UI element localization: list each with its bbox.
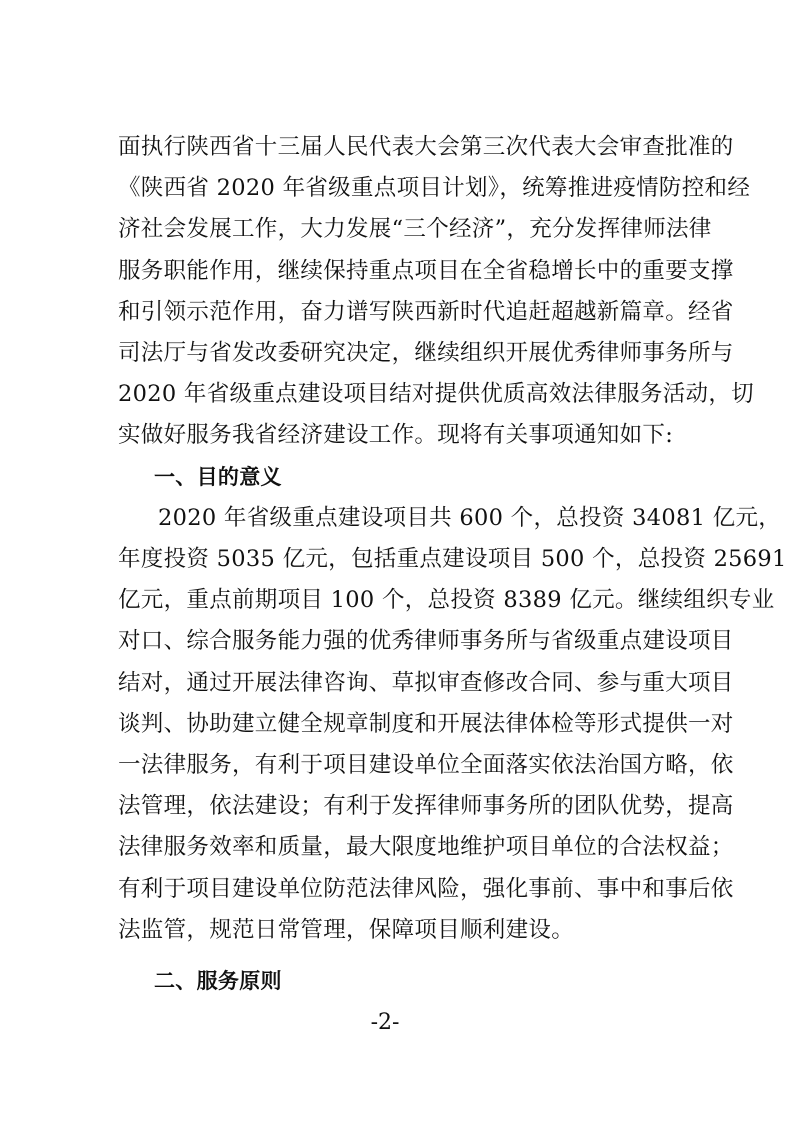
paragraph-line: 有利于项目建设单位防范法律风险，强化事前、事中和事后依 bbox=[118, 875, 734, 902]
paragraph-line: 和引领示范作用，奋力谱写陕西新时代追赶超越新篇章。经省 bbox=[118, 298, 734, 325]
paragraph-line: 亿元，重点前期项目 100 个，总投资 8389 亿元。继续组织专业 bbox=[118, 587, 775, 614]
paragraph-line: 法律服务效率和质量，最大限度地维护项目单位的合法权益； bbox=[118, 834, 734, 861]
paragraph-line: 谈判、协助建立健全规章制度和开展法律体检等形式提供一对 bbox=[118, 710, 734, 737]
paragraph-line: 一法律服务，有利于项目建设单位全面落实依法治国方略，依 bbox=[118, 752, 734, 779]
paragraph-line: 结对，通过开展法律咨询、草拟审查修改合同、参与重大项目 bbox=[118, 669, 734, 696]
paragraph-line: 面执行陕西省十三届人民代表大会第三次代表大会审查批准的 bbox=[118, 134, 734, 160]
paragraph-line: 法管理，依法建设；有利于发挥律师事务所的团队优势，提高 bbox=[118, 793, 734, 820]
paragraph-line: 法监管，规范日常管理，保障项目顺利建设。 bbox=[118, 916, 575, 943]
paragraph-line: 年度投资 5035 亿元，包括重点建设项目 500 个，总投资 25691 bbox=[118, 546, 787, 573]
section-heading-1: 一、目的意义 bbox=[154, 464, 282, 489]
paragraph-line: 对口、综合服务能力强的优秀律师事务所与省级重点建设项目 bbox=[118, 628, 734, 655]
paragraph-line: 济社会发展工作，大力发展“三个经济”，充分发挥律师法律 bbox=[118, 216, 712, 243]
paragraph-line: 实做好服务我省经济建设工作。现将有关事项通知如下: bbox=[118, 422, 674, 449]
paragraph-line: 司法厅与省发改委研究决定，继续组织开展优秀律师事务所与 bbox=[118, 340, 734, 367]
section-heading-2: 二、服务原则 bbox=[154, 969, 282, 994]
paragraph-line: 服务职能作用，继续保持重点项目在全省稳增长中的重要支撑 bbox=[118, 257, 734, 284]
page-number: -2- bbox=[370, 1010, 400, 1035]
paragraph-line: 2020 年省级重点建设项目共 600 个，总投资 34081 亿元， bbox=[158, 504, 782, 531]
paragraph-line: 2020 年省级重点建设项目结对提供优质高效法律服务活动，切 bbox=[118, 381, 754, 408]
document-body bbox=[118, 127, 787, 1002]
paragraph-line: 《陕西省 2020 年省级重点项目计划》，统筹推进疫情防控和经 bbox=[118, 175, 751, 202]
